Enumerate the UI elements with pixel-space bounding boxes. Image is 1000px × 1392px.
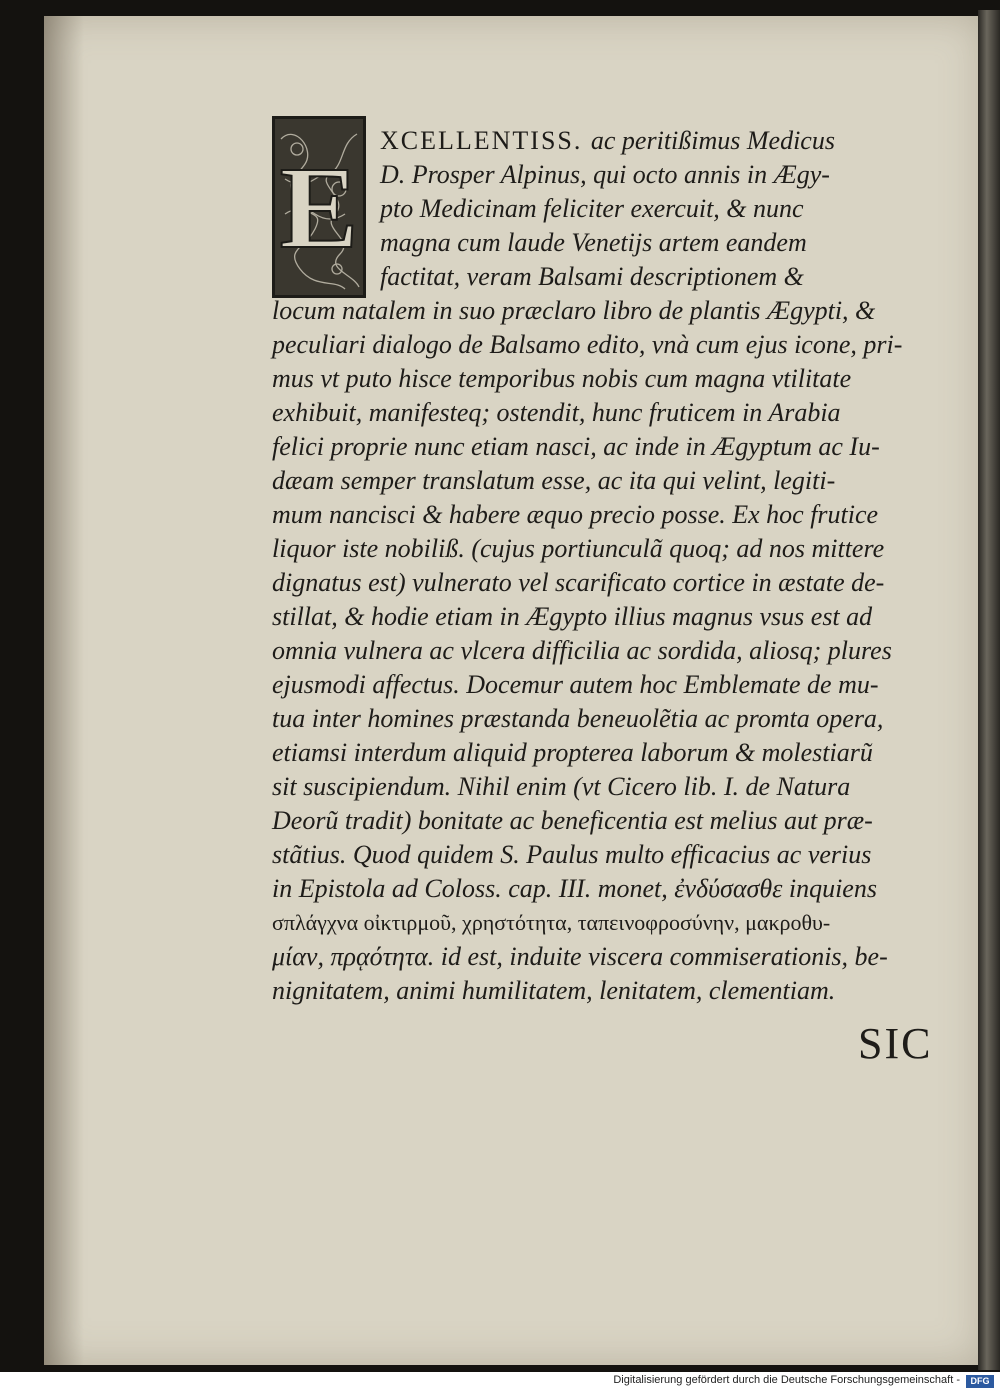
first-line-rest: ac peritißimus Medicus bbox=[590, 126, 835, 155]
text-line: dæam semper translatum esse, ac ita qui velint, legiti- bbox=[272, 466, 836, 495]
dfg-logo-icon: DFG bbox=[966, 1375, 994, 1388]
text-line: omnia vulnera ac vlcera difficilia ac sordida, aliosq; plures bbox=[272, 636, 892, 665]
text-line: pto Medicinam feliciter exercuit, & nunc bbox=[380, 194, 804, 223]
text-line: in Epistola ad Coloss. cap. III. monet, ἐνδύσασθε inquiens bbox=[272, 874, 877, 903]
text-line: D. Prosper Alpinus, qui octo annis in Ægy- bbox=[380, 160, 830, 189]
text-line: sit suscipiendum. Nihil enim (vt Cicero lib. I. de Natura bbox=[272, 772, 851, 801]
page-edge bbox=[978, 10, 1000, 1370]
text-line: felici proprie nunc etiam nasci, ac inde in Ægyptum ac Iu- bbox=[272, 432, 880, 461]
text-line-1 bbox=[380, 124, 835, 158]
text-line: etiamsi interdum aliquid propterea laborum & molestiarũ bbox=[272, 738, 873, 767]
digitization-footer bbox=[0, 1372, 1000, 1392]
gutter-shadow bbox=[44, 16, 84, 1365]
text-line: liquor iste nobiliß. (cujus portiunculã quoq; ad nos mittere bbox=[272, 534, 885, 563]
text-line: mum nancisci & habere æquo precio posse. Ex hoc frutice bbox=[272, 500, 879, 529]
catchword: SIC bbox=[858, 1019, 933, 1068]
text-line: locum natalem in suo præclaro libro de plantis Ægypti, & bbox=[272, 296, 876, 325]
text-line: nignitatem, animi humilitatem, lenitatem, clementiam. bbox=[272, 976, 836, 1005]
text-line: stãtius. Quod quidem S. Paulus multo efficacius ac verius bbox=[272, 840, 872, 869]
text-line: peculiari dialogo de Balsamo edito, vnà cum ejus icone, pri- bbox=[272, 330, 903, 359]
initial-letter-glyph: E bbox=[279, 142, 359, 273]
text-line: mus vt puto hisce temporibus nobis cum magna vtilitate bbox=[272, 364, 852, 393]
ornamental-initial-letter bbox=[272, 116, 366, 298]
text-line: factitat, veram Balsami descriptionem & bbox=[380, 262, 804, 291]
text-line: tua inter homines præstanda beneuolẽtia ac promta opera, bbox=[272, 704, 884, 733]
greek-text-line: σπλάγχνα οἰκτιρμοῦ, χρηστότητα, ταπεινοφροσύνην, μακροθυ- bbox=[272, 910, 831, 935]
first-line-caps: XCELLENTISS. bbox=[380, 126, 583, 155]
footer-credit-text: Digitalisierung gefördert durch die Deutsche Forschungsgemeinschaft - bbox=[613, 1374, 960, 1386]
text-line: ejusmodi affectus. Docemur autem hoc Emblemate de mu- bbox=[272, 670, 879, 699]
text-line: exhibuit, manifesteq; ostendit, hunc fruticem in Arabia bbox=[272, 398, 841, 427]
text-line: Deorũ tradit) bonitate ac beneficentia est melius aut præ- bbox=[272, 806, 873, 835]
text-line: stillat, & hodie etiam in Ægypto illius magnus vsus est ad bbox=[272, 602, 873, 631]
text-line: μίαν, πρᾳότητα. id est, induite viscera commiserationis, be- bbox=[272, 942, 888, 971]
text-line: dignatus est) vulnerato vel scarificato cortice in æstate de- bbox=[272, 568, 885, 597]
text-line: magna cum laude Venetijs artem eandem bbox=[380, 228, 807, 257]
